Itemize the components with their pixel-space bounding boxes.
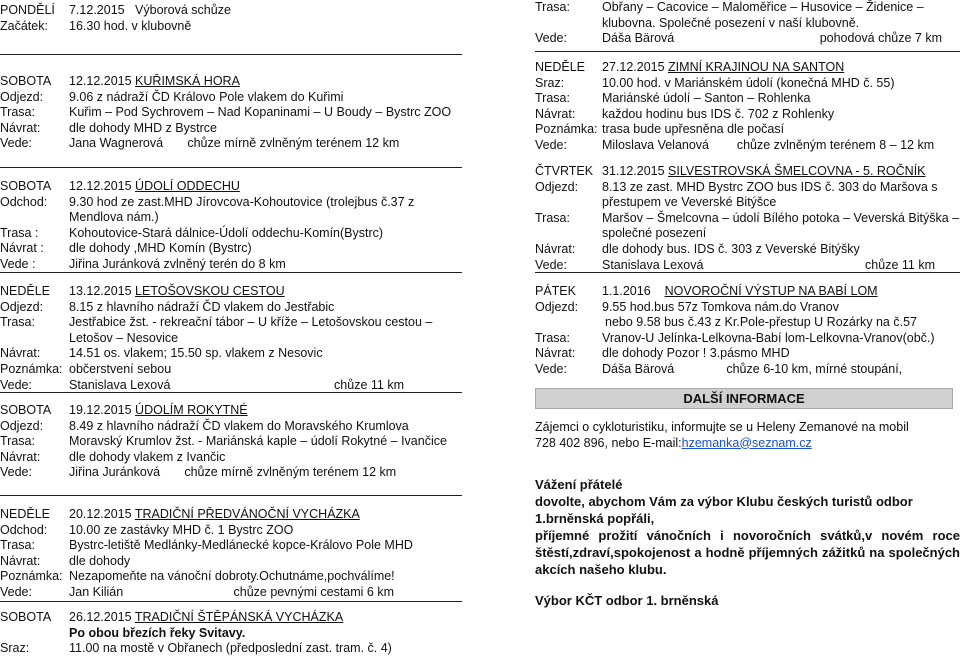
walk-note: chůze zvlněným terénem 8 – 12 km [736, 137, 935, 152]
field-label: Trasa: [535, 330, 570, 345]
field-label: Vede: [0, 377, 32, 392]
field-label: Sraz: [0, 641, 30, 656]
field-label: Trasa : [0, 225, 39, 240]
event-kurimska-hora [0, 74, 462, 152]
day-label: SOBOTA [0, 179, 52, 193]
walk-note: chůze mírně zvlněným terénem 12 km [184, 465, 397, 480]
greeting [535, 476, 960, 609]
field-label: Návrat: [0, 553, 41, 568]
event-date: 19.12.2015 [69, 403, 132, 417]
field-value: 14.51 os. vlakem; 15.50 sp. vlakem z Nesovic [69, 346, 323, 361]
field-value: občerstvení sebou [69, 361, 172, 376]
field-label: Vede: [535, 31, 567, 46]
event-title: TRADIČNÍ ŠTĚPÁNSKÁ VYCHÁZKA [134, 610, 344, 624]
field-value: dle dohody Pozor ! 3.pásmo MHD [602, 346, 790, 361]
day-label: PÁTEK [535, 284, 576, 298]
event-date: 27.12.2015 [602, 60, 665, 74]
field-value: 8.13 ze zast. MHD Bystrc ZOO bus IDS č. 303 do Maršova s přestupem ve Veverské Bitýšce [602, 179, 938, 210]
leader-name: Dáša Bärová [602, 361, 675, 376]
event-stepanska-continued [535, 0, 960, 47]
field-value: Jiřina Juránková zvlněný terén do 8 km [69, 256, 286, 271]
event-udolim-rokytne [0, 403, 462, 481]
field-value: Bystrc-letiště Medlánky-Medlánecké kopce-Královo Pole MHD [69, 538, 413, 553]
field-value: každou hodinu bus IDS č. 702 z Rohlenky [602, 106, 835, 121]
field-label: Návrat: [0, 120, 41, 135]
field-value: dle dohody vlakem z Ivančic [69, 449, 226, 464]
field-value: dle dohody bus. IDS č. 303 z Veverské Bitýšky [602, 241, 860, 256]
greeting-salutation: Vážení přátelé [535, 477, 623, 492]
field-label: Vede: [535, 361, 567, 376]
day-label: NEDĚLE [0, 507, 51, 521]
event-title: TRADIČNÍ PŘEDVÁNOČNÍ VYCHÁZKA [134, 507, 360, 521]
field-label: Návrat: [535, 241, 576, 256]
event-title: Výborová schůze [135, 3, 231, 17]
info-heading: DALŠÍ INFORMACE [535, 388, 953, 409]
field-label: Trasa: [535, 210, 570, 225]
event-title: NOVOROČNÍ VÝSTUP NA BABÍ LOM [664, 284, 878, 298]
leader-name: Jana Wagnerová [69, 136, 164, 151]
field-value: Mariánské údolí – Santon – Rohlenka [602, 91, 811, 106]
event-vyborova-schuze [0, 3, 462, 34]
field-label: Trasa: [535, 0, 570, 14]
walk-note: chůze mírně zvlněným terénem 12 km [187, 136, 400, 151]
field-label: Odjezd: [0, 418, 44, 433]
info-text [535, 420, 960, 451]
event-date: 13.12.2015 [69, 284, 132, 298]
leader-name: Stanislava Lexová [69, 377, 171, 392]
event-silvestrovska-smelcovna [535, 164, 960, 273]
event-date: 20.12.2015 [69, 507, 132, 521]
event-santon [535, 60, 960, 154]
event-date: 12.12.2015 [69, 179, 132, 193]
field-value: Obřany – Cacovice – Maloměřice – Husovice – Židenice – klubovna. Společné posezení v naší klubovně. [602, 0, 924, 30]
field-label: Trasa: [0, 105, 35, 120]
field-label: Trasa: [0, 434, 35, 449]
event-stepanska-vychazka [0, 610, 462, 657]
greeting-line: příjemné prožití vánočních i novoročních svátků,v novém roce štěstí,zdraví,spokojenost a hodně příjemných zážitků na společných akcích našeho klubu. [535, 528, 960, 577]
field-value: dle dohody [69, 553, 131, 568]
divider [0, 272, 462, 273]
field-value: Kuřim – Pod Sychrovem – Nad Kopaninami – U Boudy – Bystrc ZOO [69, 105, 452, 120]
divider [0, 54, 462, 55]
field-label: Odjezd: [535, 179, 579, 194]
field-label: Vede : [0, 256, 36, 271]
event-date: 12.12.2015 [69, 74, 132, 88]
field-label: Návrat : [0, 241, 44, 256]
field-label: Trasa: [0, 315, 35, 330]
leader-name: Jan Kilián [69, 584, 124, 599]
event-udoli-oddechu [0, 179, 462, 273]
leader-name: Stanislava Lexová [602, 257, 704, 272]
field-label: Vede: [0, 136, 32, 151]
field-label: Poznámka: [0, 569, 63, 584]
event-date: 31.12.2015 [602, 164, 665, 178]
divider [0, 167, 462, 168]
field-label: Návrat: [535, 346, 576, 361]
field-label: Sraz: [535, 75, 565, 90]
event-date: 26.12.2015 [69, 610, 132, 624]
field-label: Návrat: [0, 449, 41, 464]
field-label: Vede: [0, 584, 32, 599]
field-label: Poznámka: [0, 361, 63, 376]
event-subtitle: Po obou březích řeky Svitavy. [69, 625, 246, 640]
field-value: nebo 9.58 bus č.43 z Kr.Pole-přestup U Rozárky na č.57 [605, 315, 917, 330]
field-value: 10.00 ze zastávky MHD č. 1 Bystrc ZOO [69, 522, 294, 537]
field-value: 8.15 z hlavního nádraží ČD vlakem do Jestřabic [69, 299, 335, 314]
field-label: Vede: [535, 137, 567, 152]
field-label: Návrat: [535, 106, 576, 121]
leader-name: Dáša Bärová [602, 31, 675, 46]
field-value: 9.06 z nádraží ČD Královo Pole vlakem do Kuřimi [69, 89, 344, 104]
field-value: 8.49 z hlavního nádraží ČD vlakem do Moravského Krumlova [69, 418, 409, 433]
field-value: 10.00 hod. v Mariánském údolí (konečná MHD č. 55) [602, 75, 895, 90]
field-value: dle dohody ,MHD Komín (Bystrc) [69, 241, 252, 256]
field-value: trasa bude upřesněna dle počasí [602, 122, 785, 137]
walk-note: pohodová chůze 7 km [819, 31, 942, 46]
walk-note: chůze pevnými cestami 6 km [233, 584, 394, 599]
field-value: dle dohody MHD z Bystrce [69, 120, 217, 135]
leader-name: Jiřina Juránková [69, 465, 161, 480]
greeting-line: dovolte, abychom Vám za výbor Klubu českých turistů odbor 1.brněnská popřáli, [535, 494, 913, 526]
divider [535, 51, 960, 52]
divider [0, 392, 462, 393]
field-value: 16.30 hod. v klubovně [69, 18, 192, 33]
field-value: 9.55 hod.bus 57z Tomkova nám.do Vranov [602, 299, 839, 314]
divider [535, 272, 960, 273]
event-title: KUŘIMSKÁ HORA [135, 74, 240, 88]
day-label: SOBOTA [0, 610, 52, 624]
divider [0, 601, 462, 602]
field-label: Vede: [535, 257, 567, 272]
field-label: Začátek: [0, 18, 48, 33]
walk-note: chůze 11 km [334, 377, 404, 392]
field-value: Kohoutovice-Stará dálnice-Údolí oddechu-Komín(Bystrc) [69, 225, 384, 240]
field-label: Odchod: [0, 522, 48, 537]
field-value: Vranov-U Jelínka-Lelkovna-Babí lom-Lelkovna-Vranov(obč.) [602, 330, 935, 345]
day-label: SOBOTA [0, 74, 52, 88]
day-label: NEDĚLE [535, 60, 586, 74]
day-label: PONDĚLÍ [0, 3, 55, 17]
field-value: 11.00 na mostě v Obřanech (předposlední zast. tram. č. 4) [69, 641, 392, 656]
email-link[interactable]: hzemanka@seznam.cz [681, 435, 812, 450]
event-title: ÚDOLÍ ODDECHU [135, 179, 240, 193]
event-letosovskou-cestou [0, 284, 462, 393]
field-label: Odjezd: [0, 299, 44, 314]
info-line: Zájemci o cykloturistiku, informujte se u Heleny Zemanové na mobil [535, 420, 909, 434]
event-title: LETOŠOVSKOU CESTOU [135, 284, 285, 298]
field-label: Odjezd: [535, 299, 579, 314]
event-title: ZIMNÍ KRAJINOU NA SANTON [668, 60, 845, 74]
event-babi-lom [535, 284, 960, 378]
field-value: Jestřabice žst. - rekreační tábor – U kříže – Letošovskou cestou – Letošov – Nesovice [69, 315, 433, 345]
field-value: 9.30 hod ze zast.MHD Jírovcova-Kohoutovice (trolejbus č.37 z Mendlova nám.) [69, 194, 415, 225]
field-label: Návrat: [0, 346, 41, 361]
day-label: NEDĚLE [0, 284, 51, 298]
event-title: SILVESTROVSKÁ ŠMELCOVNA - 5. ROČNÍK [668, 164, 926, 178]
info-line: 728 402 896, nebo E-mail: [535, 435, 682, 450]
field-label: Odchod: [0, 194, 48, 209]
field-value: Maršov – Šmelcovna – údolí Bílého potoka – Veverská Bitýška – společné posezení [602, 210, 960, 241]
event-title: ÚDOLÍM ROKYTNÉ [135, 403, 248, 417]
day-label: ČTVRTEK [535, 164, 594, 178]
field-label: Vede: [0, 465, 32, 480]
field-value: Moravský Krumlov žst. - Mariánská kaple – údolí Rokytné – Ivančice [69, 434, 447, 449]
walk-note: chůze 6-10 km, mírné stoupání, [726, 361, 903, 376]
day-label: SOBOTA [0, 403, 52, 417]
field-label: Odjezd: [0, 89, 44, 104]
field-label: Trasa: [0, 538, 35, 553]
divider [0, 495, 462, 496]
event-date: 7.12.2015 [69, 3, 125, 17]
field-label: Trasa: [535, 91, 570, 106]
event-predvanocni-vychazka [0, 507, 462, 601]
walk-note: chůze 11 km [865, 257, 935, 272]
field-label: Poznámka: [535, 122, 598, 137]
greeting-signature: Výbor KČT odbor 1. brněnská [535, 593, 719, 608]
event-date: 1.1.2016 [602, 284, 651, 298]
leader-name: Miloslava Velanová [602, 137, 710, 152]
field-value: Nezapomeňte na vánoční dobroty.Ochutnáme,pochválíme! [69, 569, 395, 584]
